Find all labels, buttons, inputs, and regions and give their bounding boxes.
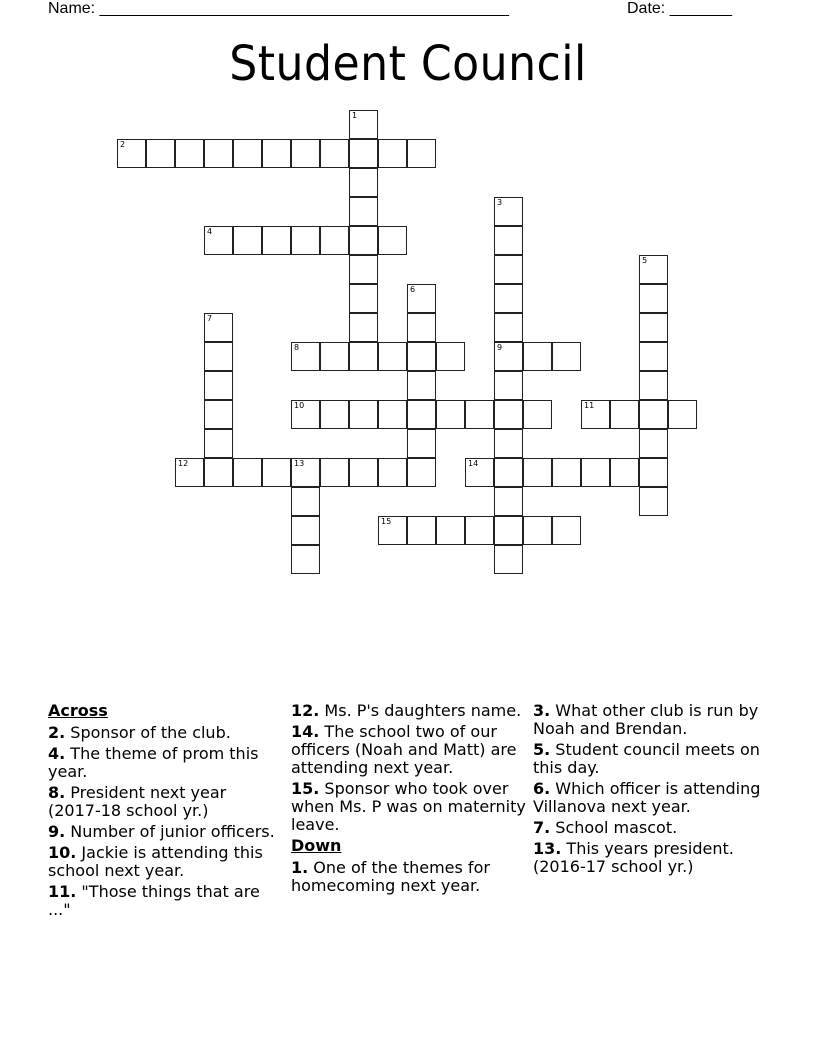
clue-number: 5.: [533, 740, 551, 759]
cell-number: 15: [381, 517, 392, 526]
crossword-cell[interactable]: [349, 168, 378, 197]
crossword-cell[interactable]: [233, 139, 262, 168]
crossword-cell[interactable]: [639, 342, 668, 371]
crossword-cell[interactable]: [320, 342, 349, 371]
clue-across-2: [48, 724, 284, 742]
crossword-cell[interactable]: [204, 458, 233, 487]
crossword-cell[interactable]: [494, 429, 523, 458]
crossword-cell[interactable]: [552, 342, 581, 371]
clue-text: Sponsor of the club.: [65, 723, 231, 742]
crossword-cell[interactable]: [639, 313, 668, 342]
cell-number: 6: [410, 285, 416, 294]
clue-across-11: [48, 883, 284, 919]
crossword-cell[interactable]: [639, 284, 668, 313]
crossword-cell[interactable]: [204, 429, 233, 458]
crossword-cell[interactable]: [349, 197, 378, 226]
clue-down-6: [533, 780, 773, 816]
crossword-cell[interactable]: [523, 400, 552, 429]
crossword-cell[interactable]: [320, 458, 349, 487]
crossword-cell[interactable]: [349, 458, 378, 487]
crossword-cell[interactable]: [349, 255, 378, 284]
cell-number: 5: [642, 256, 648, 265]
clues-column-1: [48, 702, 284, 922]
crossword-cell[interactable]: [552, 458, 581, 487]
crossword-cell[interactable]: [581, 400, 610, 429]
crossword-cell[interactable]: [378, 342, 407, 371]
crossword-cell[interactable]: [204, 313, 233, 342]
clue-text: School mascot.: [550, 818, 678, 837]
crossword-cell[interactable]: [291, 226, 320, 255]
crossword-cell[interactable]: [523, 516, 552, 545]
crossword-cell[interactable]: [146, 139, 175, 168]
clue-down-3: [533, 702, 773, 738]
clue-number: 4.: [48, 744, 66, 763]
clue-across-10: [48, 844, 284, 880]
crossword-cell[interactable]: [349, 226, 378, 255]
crossword-cell[interactable]: [581, 458, 610, 487]
cell-number: 12: [178, 459, 189, 468]
clue-across-15: [291, 780, 527, 834]
clue-text: "Those things that are ...": [48, 882, 260, 919]
crossword-cell[interactable]: [349, 139, 378, 168]
crossword-cell[interactable]: [407, 371, 436, 400]
date-field-label: Date: _______: [627, 0, 732, 17]
crossword-cell[interactable]: [378, 226, 407, 255]
clue-number: 9.: [48, 822, 66, 841]
clue-across-4: [48, 745, 284, 781]
crossword-cell[interactable]: [378, 139, 407, 168]
clue-number: 10.: [48, 843, 77, 862]
crossword-cell[interactable]: [233, 458, 262, 487]
crossword-cell[interactable]: [349, 284, 378, 313]
clue-number: 1.: [291, 858, 309, 877]
clue-number: 15.: [291, 779, 320, 798]
crossword-cell[interactable]: [204, 226, 233, 255]
crossword-cell[interactable]: [378, 458, 407, 487]
across-heading: Across: [48, 701, 108, 720]
clue-down-5: [533, 741, 773, 777]
crossword-cell[interactable]: [523, 458, 552, 487]
crossword-cell[interactable]: [639, 429, 668, 458]
cell-number: 1: [352, 111, 358, 120]
crossword-cell[interactable]: [349, 342, 378, 371]
clue-number: 13.: [533, 839, 562, 858]
crossword-cell[interactable]: [291, 139, 320, 168]
crossword-cell[interactable]: [407, 400, 436, 429]
cell-number: 3: [497, 198, 503, 207]
cell-number: 13: [294, 459, 305, 468]
crossword-cell[interactable]: [494, 255, 523, 284]
crossword-cell[interactable]: [494, 516, 523, 545]
crossword-cell[interactable]: [320, 226, 349, 255]
page-title: Student Council: [229, 36, 587, 92]
crossword-cell[interactable]: [465, 516, 494, 545]
clue-text: One of the themes for homecoming next year.: [291, 858, 490, 895]
clue-number: 11.: [48, 882, 77, 901]
crossword-cell[interactable]: [494, 458, 523, 487]
down-heading: Down: [291, 836, 342, 855]
clues-column-3: [533, 702, 773, 879]
clue-text: This years president. (2016-17 school yr.): [533, 839, 734, 876]
clue-text: The school two of our officers (Noah and Matt) are attending next year.: [291, 722, 517, 777]
clue-text: What other club is run by Noah and Brendan.: [533, 701, 759, 738]
crossword-cell[interactable]: [639, 487, 668, 516]
crossword-cell[interactable]: [262, 226, 291, 255]
crossword-cell[interactable]: [407, 458, 436, 487]
clue-number: 14.: [291, 722, 320, 741]
crossword-cell[interactable]: [407, 139, 436, 168]
cell-number: 4: [207, 227, 213, 236]
crossword-cell[interactable]: [494, 226, 523, 255]
cell-number: 7: [207, 314, 213, 323]
cell-number: 2: [120, 140, 126, 149]
crossword-cell[interactable]: [523, 342, 552, 371]
crossword-cell[interactable]: [291, 400, 320, 429]
crossword-cell[interactable]: [378, 516, 407, 545]
crossword-cell[interactable]: [407, 284, 436, 313]
clue-number: 12.: [291, 701, 320, 720]
clue-text: Student council meets on this day.: [533, 740, 760, 777]
crossword-cell[interactable]: [494, 545, 523, 574]
cell-number: 10: [294, 401, 305, 410]
crossword-cell[interactable]: [639, 255, 668, 284]
crossword-cell[interactable]: [494, 284, 523, 313]
cell-number: 14: [468, 459, 479, 468]
crossword-cell[interactable]: [494, 371, 523, 400]
clue-across-9: [48, 823, 284, 841]
crossword-cell[interactable]: [407, 516, 436, 545]
clue-text: Which officer is attending Villanova next year.: [533, 779, 761, 816]
clue-down-7: [533, 819, 773, 837]
crossword-cell[interactable]: [639, 400, 668, 429]
crossword-cell[interactable]: [610, 458, 639, 487]
crossword-cell[interactable]: [610, 400, 639, 429]
name-field-label: Name: ______________________________________________: [48, 0, 509, 17]
clue-text: Number of junior officers.: [65, 822, 275, 841]
crossword-cell[interactable]: [204, 342, 233, 371]
crossword-cell[interactable]: [175, 458, 204, 487]
clue-text: The theme of prom this year.: [48, 744, 259, 781]
crossword-cell[interactable]: [378, 400, 407, 429]
clue-text: Ms. P's daughters name.: [319, 701, 522, 720]
crossword-cell[interactable]: [291, 342, 320, 371]
clues-column-2: [291, 702, 527, 898]
crossword-cell[interactable]: [465, 400, 494, 429]
clue-text: Jackie is attending this school next year.: [48, 843, 263, 880]
crossword-cell[interactable]: [204, 371, 233, 400]
crossword-cell[interactable]: [436, 516, 465, 545]
cell-number: 8: [294, 343, 300, 352]
crossword-cell[interactable]: [349, 400, 378, 429]
crossword-cell[interactable]: [204, 400, 233, 429]
clue-across-14: [291, 723, 527, 777]
crossword-cell[interactable]: [436, 400, 465, 429]
crossword-cell[interactable]: [291, 545, 320, 574]
clue-text: Sponsor who took over when Ms. P was on maternity leave.: [291, 779, 526, 834]
crossword-cell[interactable]: [494, 342, 523, 371]
crossword-cell[interactable]: [407, 429, 436, 458]
crossword-cell[interactable]: [436, 342, 465, 371]
clue-number: 2.: [48, 723, 66, 742]
crossword-cell[interactable]: [494, 400, 523, 429]
crossword-cell[interactable]: [204, 139, 233, 168]
clue-across-8: [48, 784, 284, 820]
crossword-cell[interactable]: [262, 458, 291, 487]
clue-number: 3.: [533, 701, 551, 720]
crossword-cell[interactable]: [639, 458, 668, 487]
crossword-cell[interactable]: [494, 487, 523, 516]
crossword-cell[interactable]: [291, 458, 320, 487]
crossword-cell[interactable]: [668, 400, 697, 429]
crossword-cell[interactable]: [117, 139, 146, 168]
clue-text: President next year (2017-18 school yr.): [48, 783, 227, 820]
crossword-cell[interactable]: [320, 139, 349, 168]
clue-down-1: [291, 859, 527, 895]
crossword-cell[interactable]: [494, 313, 523, 342]
cell-number: 9: [497, 343, 503, 352]
clue-number: 7.: [533, 818, 551, 837]
crossword-cell[interactable]: [465, 458, 494, 487]
crossword-cell[interactable]: [552, 516, 581, 545]
crossword-cell[interactable]: [349, 313, 378, 342]
crossword-cell[interactable]: [349, 110, 378, 139]
crossword-cell[interactable]: [175, 139, 204, 168]
crossword-cell[interactable]: [320, 400, 349, 429]
clue-down-13: [533, 840, 773, 876]
cell-number: 11: [584, 401, 595, 410]
crossword-cell[interactable]: [291, 516, 320, 545]
clue-number: 6.: [533, 779, 551, 798]
crossword-cell[interactable]: [233, 226, 262, 255]
crossword-cell[interactable]: [291, 487, 320, 516]
clue-number: 8.: [48, 783, 66, 802]
crossword-cell[interactable]: [407, 342, 436, 371]
crossword-cell[interactable]: [262, 139, 291, 168]
crossword-cell[interactable]: [494, 197, 523, 226]
crossword-cell[interactable]: [639, 371, 668, 400]
clue-across-12: [291, 702, 527, 720]
crossword-cell[interactable]: [407, 313, 436, 342]
